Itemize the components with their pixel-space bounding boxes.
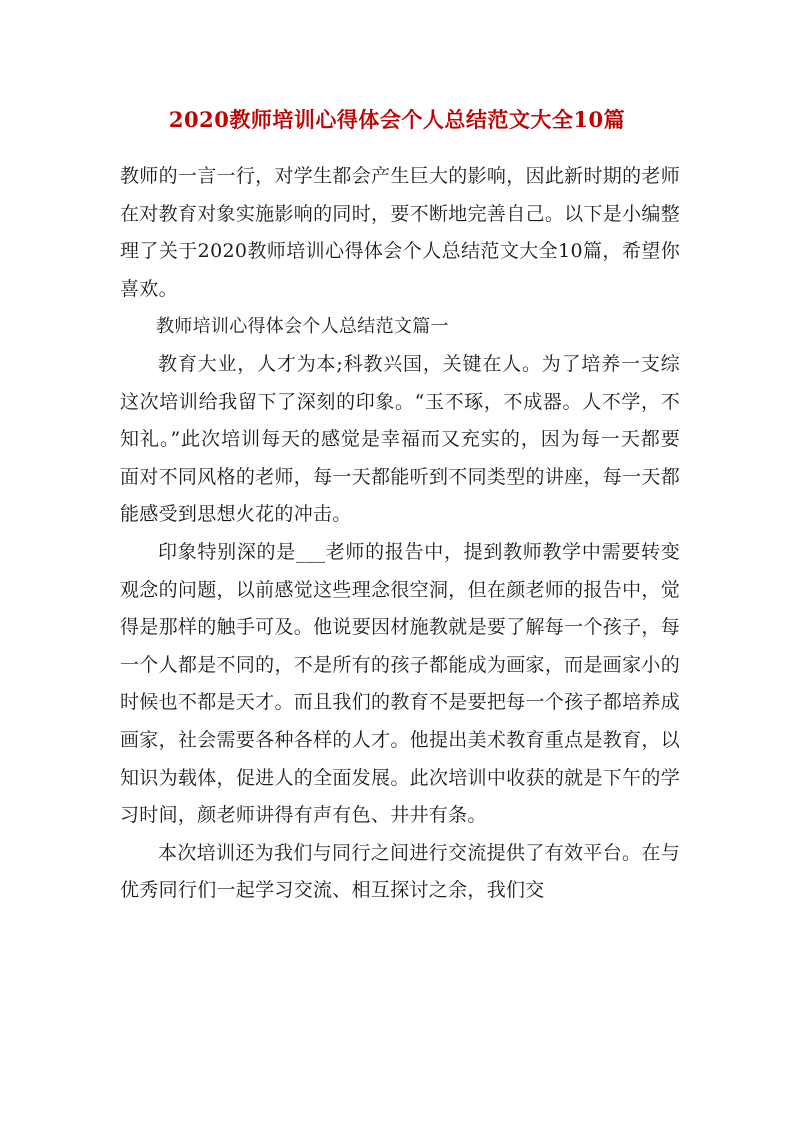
intro-paragraph: 教师的一言一行，对学生都会产生巨大的影响，因此新时期的老师在对教育对象实施影响的同时，要不断地完善自己。以下是小编整理了关于2020教师培训心得体会个人总结范文大全10篇，希望你喜欢。 (120, 165, 680, 300)
section-heading: 教师培训心得体会个人总结范文篇一 (156, 316, 449, 338)
paragraph-2: 印象特别深的是___老师的报告中，提到教师教学中需要转变观念的问题，以前感觉这些理念很空洞，但在颜老师的报告中，觉得是那样的触手可及。他说要因材施教就是要了解每一个孩子，每一个人都是不同的，不是所有的孩子都能成为画家，而是画家小的时候也不都是天才。而且我们的教育不是要把每一个孩子都培养成画家，社会需要各种各样的人才。他提出美术教育重点是教育，以知识为载体，促进人的全面发展。此次培训中收获的就是下午的学习时间，颜老师讲得有声有色、井井有条。 (120, 540, 680, 827)
paragraph-3: 本次培训还为我们与同行之间进行交流提供了有效平台。在与优秀同行们一起学习交流、相互探讨之余，我们交 (120, 841, 680, 902)
paragraph-1: 教育大业，人才为本;科教兴国，关键在人。为了培养一支综这次培训给我留下了深刻的印象。“玉不琢，不成器。人不学，不知礼。”此次培训每天的感觉是幸福而又充实的，因为每一天都要面对不同风格的老师，每一天都能听到不同类型的讲座，每一天都能感受到思想火花的冲击。 (120, 352, 680, 526)
document-body (120, 158, 680, 910)
document-title: 2020教师培训心得体会个人总结范文大全10篇 (168, 107, 626, 132)
